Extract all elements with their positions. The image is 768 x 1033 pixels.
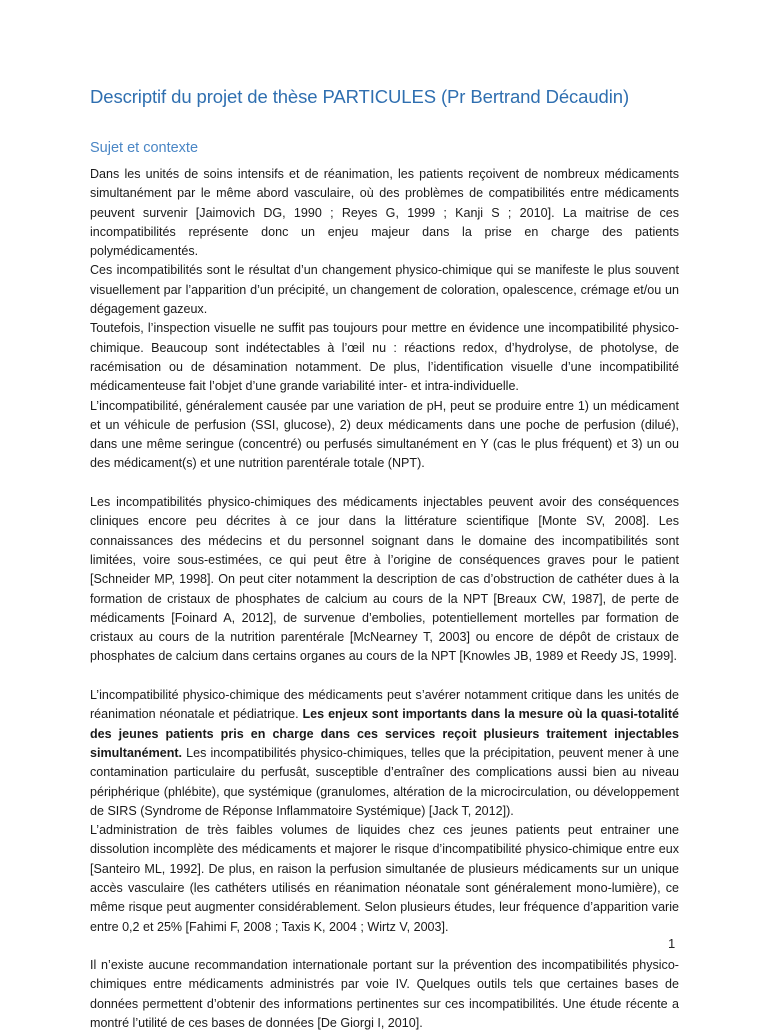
paragraph: Dans les unités de soins intensifs et de réanimation, les patients reçoivent de nombreux médicaments simultanément par le même abord vasculaire, où des problèmes de compatibilités entre médicaments peuvent survenir [Jaimovich DG, 1990 ; Reyes G, 1999 ; Kanji S ; 2010]. La maitrise de ces incompatibilités représente donc un enjeu majeur dans la prise en charge des patients polymédicamentés. (90, 167, 679, 259)
page-number: 1 (668, 936, 676, 951)
paragraph: Les incompatibilités physico-chimiques des médicaments injectables peuvent avoir des conséquences cliniques encore peu décrites à ce jour dans la littérature scientifique [Monte SV, 2008]. Les connaissances des médecins et du personnel soignant dans le domaine des incompatibilités sont limitées, voire sous-estimées, ce qui peut être à l’origine de conséquences graves pour le patient [Schneider MP, 1998]. On peut citer notamment la description de cas d’obstruction de cathéter dues à la formation de cristaux de phosphates de calcium au cours de la NPT [Breaux CW, 1987], de perte de médicaments [Foinard A, 2012], de survenue d’embolies, potentiellement mortelles par formation de cristaux au cours de la nutrition parentérale [McNearney T, 2003] ou encore de dépôt de cristaux de phosphates de calcium dans certains organes au cours de la NPT [Knowles JB, 1989 et Reedy JS, 1999]. (90, 495, 679, 664)
paragraph: L’administration de très faibles volumes de liquides chez ces jeunes patients peut entrainer une dissolution incomplète des médicaments et majorer le risque d’incompatibilité physico-chimique entre eux [Santeiro ML, 1992]. De plus, en raison la perfusion simultanée de plusieurs médicaments sur un unique accès vasculaire (les cathéters utilisés en réanimation néonatale sont généralement mono-lumière), ce même risque peut augmenter considérablement. Selon plusieurs études, leur fréquence d’apparition varie entre 0,2 et 25% [Fahimi F, 2008 ; Taxis K, 2004 ; Wirtz V, 2003]. (90, 823, 679, 934)
paragraph: Il n’existe aucune recommandation internationale portant sur la prévention des incompatibilités physico-chimiques entre médicaments administrés par voie IV. Quelques outils tels que certaines bases de données permettent d’obtenir des informations pertinentes sur ces incompatibilités. Une étude récente a montré l’utilité de ces bases de données [De Giorgi I, 2010]. (90, 958, 679, 1031)
paragraph-spacer (90, 937, 679, 956)
paragraph: Ces incompatibilités sont le résultat d’un changement physico-chimique qui se manifeste le plus souvent visuellement par l’apparition d’un précipité, un changement de coloration, opalescence, crémage et/ou un dégagement gazeux. (90, 263, 679, 317)
document-body (90, 165, 679, 1033)
paragraph-text: L’incompatibilité physico-chimique des médicaments peut s’avérer notamment critique dans les unités de réanimation néonatale et pédiatrique. (90, 688, 679, 722)
paragraph: L’incompatibilité, généralement causée par une variation de pH, peut se produire entre 1) un médicament et un véhicule de perfusion (SSI, glucose), 2) deux médicaments dans une poche de perfusion (dilué), dans une même seringue (concentré) ou perfusés simultanément en Y (cas le plus fréquent) et 3) un ou des médicament(s) et une nutrition parentérale totale (NPT). (90, 398, 679, 471)
paragraph-spacer (90, 667, 679, 686)
paragraph-text: Les incompatibilités physico-chimiques, telles que la précipitation, peuvent mener à une contamination particulaire du perfusât, susceptible d’entraîner des complications aussi bien au niveau périphérique (phlébite), que systémique (granulomes, altération de la microcirculation, ou développement de SIRS (Syndrome de Réponse Inflammatoire Systémique) [Jack T, 2012]). (90, 745, 679, 818)
paragraph (90, 686, 679, 821)
section-heading: Sujet et contexte (90, 140, 199, 156)
paragraph-spacer (90, 474, 679, 493)
emphasized-text: Les enjeux sont importants dans la mesure où la quasi-totalité des jeunes patients pris en charge dans ces services reçoit plusieurs traitement injectables simultanément. (90, 707, 679, 760)
paragraph: Toutefois, l’inspection visuelle ne suffit pas toujours pour mettre en évidence une incompatibilité physico-chimique. Beaucoup sont indétectables à l’œil nu : réactions redox, d’hydrolyse, de photolyse, de racémisation ou de désamination notamment. De plus, l’identification visuelle d’une incompatibilité médicamenteuse fait l’objet d’une grande variabilité inter- et intra-individuelle. (90, 321, 679, 394)
document-title: Descriptif du projet de thèse PARTICULES (Pr Bertrand Décaudin) (90, 86, 630, 107)
